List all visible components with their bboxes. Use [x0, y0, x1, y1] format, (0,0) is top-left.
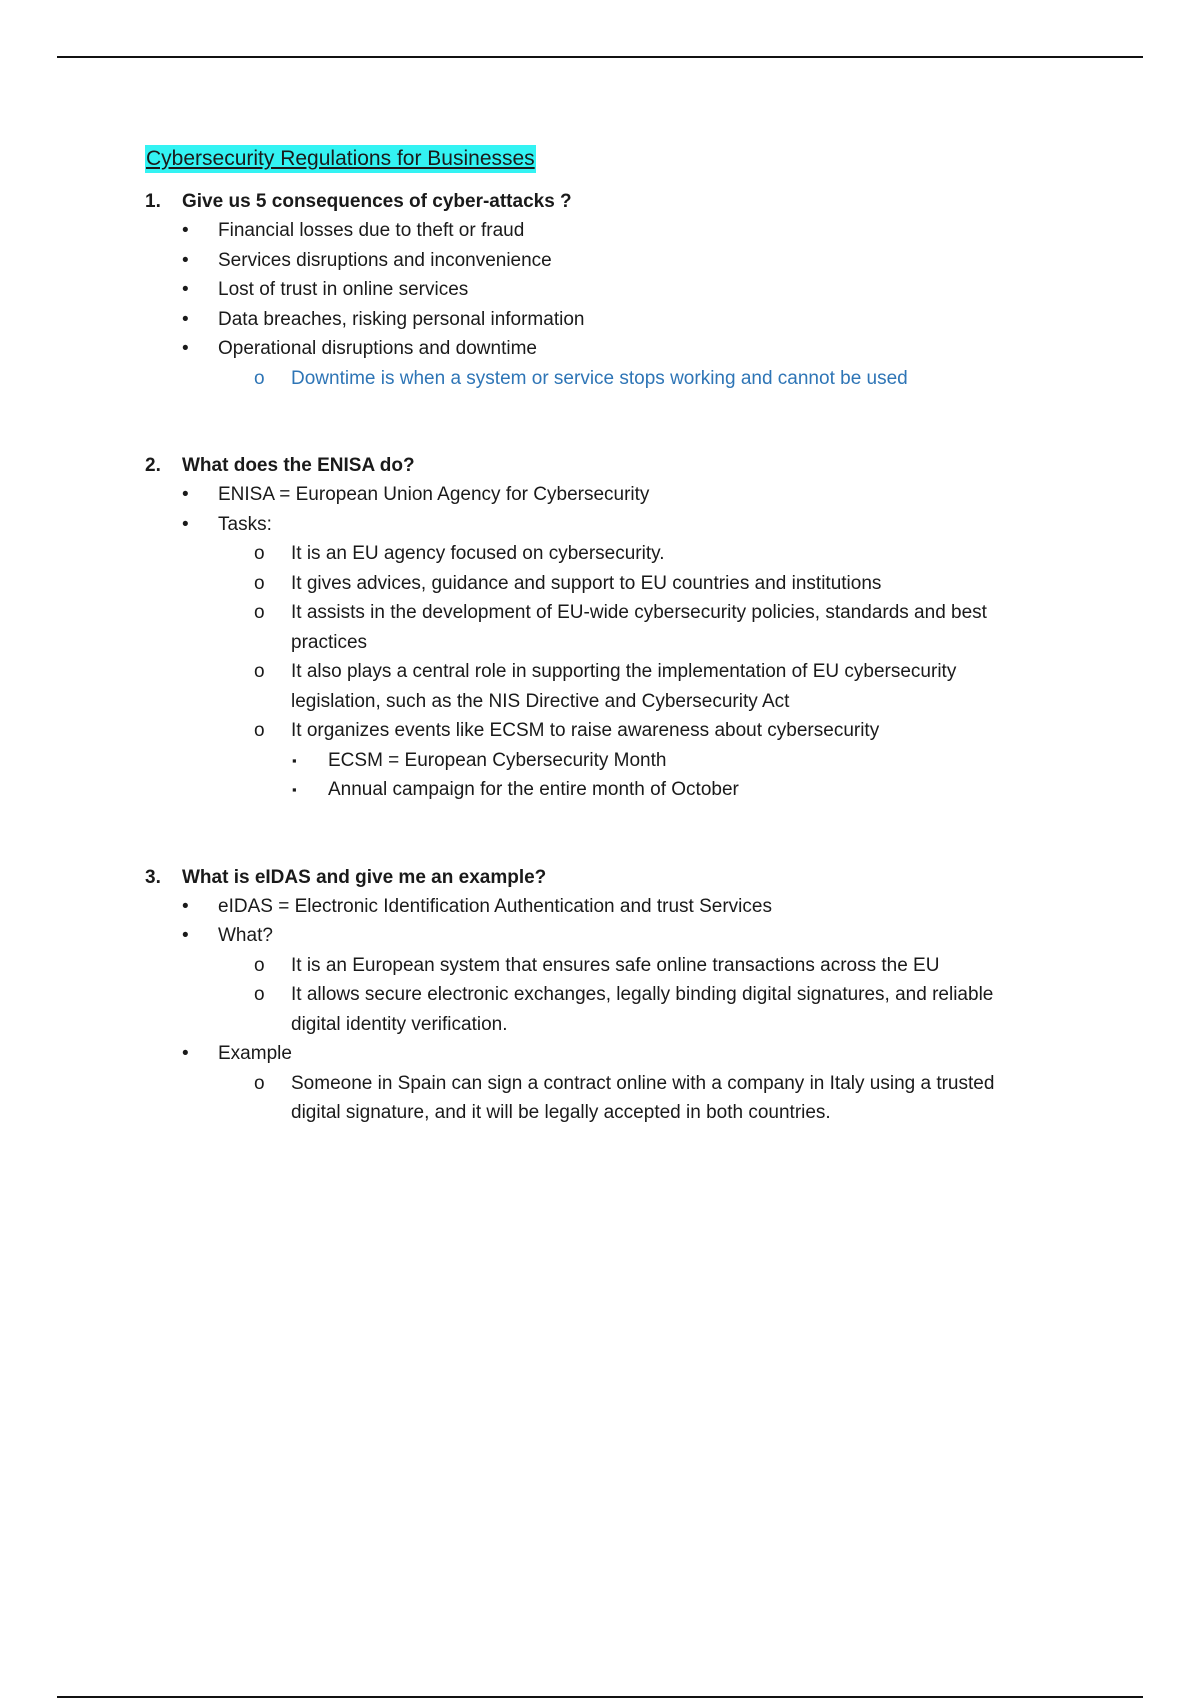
bullet-icon: • — [182, 484, 189, 505]
list-item: • ENISA = European Union Agency for Cybersecurity — [145, 480, 1045, 510]
bullet-icon: • — [182, 895, 189, 917]
circle-bullet-icon: o — [254, 602, 265, 623]
circle-bullet-icon: o — [254, 720, 265, 741]
answer-list — [145, 216, 1045, 393]
list-item: o It is an EU agency focused on cybersecurity. — [218, 539, 1045, 569]
question-2 — [145, 451, 1045, 805]
circle-bullet-icon: o — [254, 1072, 265, 1094]
circle-bullet-icon: o — [254, 661, 265, 682]
spacer — [145, 805, 1045, 863]
what-list — [218, 951, 1045, 1040]
bullet-icon: • — [182, 249, 189, 271]
example-list — [218, 1069, 1045, 1128]
question-text: What is eIDAS and give me an example? — [182, 866, 547, 888]
question-number: 2. — [145, 455, 161, 476]
downtime-note: o Downtime is when a system or service stops working and cannot be used — [218, 364, 1045, 394]
tasks-list — [218, 539, 1045, 805]
document-body — [145, 145, 1045, 1128]
question-3 — [145, 863, 1045, 1128]
list-item: • Tasks: o It is an EU agency focused on cybersecurity. o It gives advices, guidance and support to EU countries and institutions o It assists in the development of EU-wide cybersecurity policies, standards and best practices o It also plays a central role in supporting the implementation of EU cybersecurity legislation, such as the NIS Directive and Cybersecurity Act o It organizes events like ECSM to raise awareness about cybersecurity ▪ ECSM = European Cybersecurity Month ▪ Annual campaign for the entire month of October — [145, 510, 1045, 805]
square-bullet-icon: ▪ — [292, 782, 297, 797]
bullet-icon: • — [182, 308, 189, 330]
list-item: • Financial losses due to theft or fraud — [145, 216, 1045, 246]
question-number: 1. — [145, 191, 161, 212]
list-item: o It gives advices, guidance and support to EU countries and institutions — [218, 569, 1045, 599]
list-item: • Services disruptions and inconvenience — [145, 246, 1045, 276]
list-item: o It is an European system that ensures safe online transactions across the EU — [218, 951, 1045, 981]
list-item: o Someone in Spain can sign a contract online with a company in Italy using a trusted digital signature, and it will be legally accepted in both countries. — [218, 1069, 1045, 1128]
bullet-icon: • — [182, 279, 189, 300]
spacer — [145, 393, 1045, 451]
circle-bullet-icon: o — [254, 367, 265, 389]
question-text: What does the ENISA do? — [182, 455, 415, 476]
answer-list — [145, 892, 1045, 1128]
answer-list — [145, 480, 1045, 805]
question-heading — [145, 863, 1045, 892]
ecsm-list — [255, 746, 1045, 805]
bullet-icon: • — [182, 925, 189, 946]
list-item: • Operational disruptions and downtime o Downtime is when a system or service stops working and cannot be used — [145, 334, 1045, 393]
sub-list — [218, 364, 1045, 394]
question-heading — [145, 187, 1045, 216]
list-item: ▪ Annual campaign for the entire month of October — [255, 775, 1045, 805]
circle-bullet-icon: o — [254, 543, 265, 564]
document-title: Cybersecurity Regulations for Businesses — [145, 145, 536, 173]
bullet-icon: • — [182, 338, 189, 359]
question-number: 3. — [145, 866, 161, 888]
circle-bullet-icon: o — [254, 572, 265, 594]
list-item: • Lost of trust in online services — [145, 275, 1045, 305]
bullet-icon: • — [182, 513, 189, 535]
list-item: • Example o Someone in Spain can sign a contract online with a company in Italy using a trusted digital signature, and it will be legally accepted in both countries. — [145, 1039, 1045, 1128]
question-text: Give us 5 consequences of cyber-attacks ? — [182, 191, 572, 212]
list-item: o It also plays a central role in supporting the implementation of EU cybersecurity legislation, such as the NIS Directive and Cybersecurity Act — [218, 657, 1045, 716]
list-item: • What? o It is an European system that ensures safe online transactions across the EU o It allows secure electronic exchanges, legally binding digital signatures, and reliable digital identity verification. — [145, 921, 1045, 1039]
bullet-icon: • — [182, 1043, 189, 1064]
footer-rule — [57, 1696, 1143, 1698]
list-item: o It organizes events like ECSM to raise awareness about cybersecurity ▪ ECSM = European Cybersecurity Month ▪ Annual campaign for the entire month of October — [218, 716, 1045, 805]
list-item: ▪ ECSM = European Cybersecurity Month — [255, 746, 1045, 776]
list-item: o It allows secure electronic exchanges, legally binding digital signatures, and reliable digital identity verification. — [218, 980, 1045, 1039]
header-rule — [57, 56, 1143, 58]
bullet-icon: • — [182, 220, 189, 241]
question-1 — [145, 187, 1045, 393]
list-item: • eIDAS = Electronic Identification Authentication and trust Services — [145, 892, 1045, 922]
square-bullet-icon: ▪ — [292, 752, 297, 768]
circle-bullet-icon: o — [254, 984, 265, 1005]
list-item: o It assists in the development of EU-wide cybersecurity policies, standards and best practices — [218, 598, 1045, 657]
question-heading — [145, 451, 1045, 480]
circle-bullet-icon: o — [254, 954, 265, 976]
list-item: • Data breaches, risking personal information — [145, 305, 1045, 335]
